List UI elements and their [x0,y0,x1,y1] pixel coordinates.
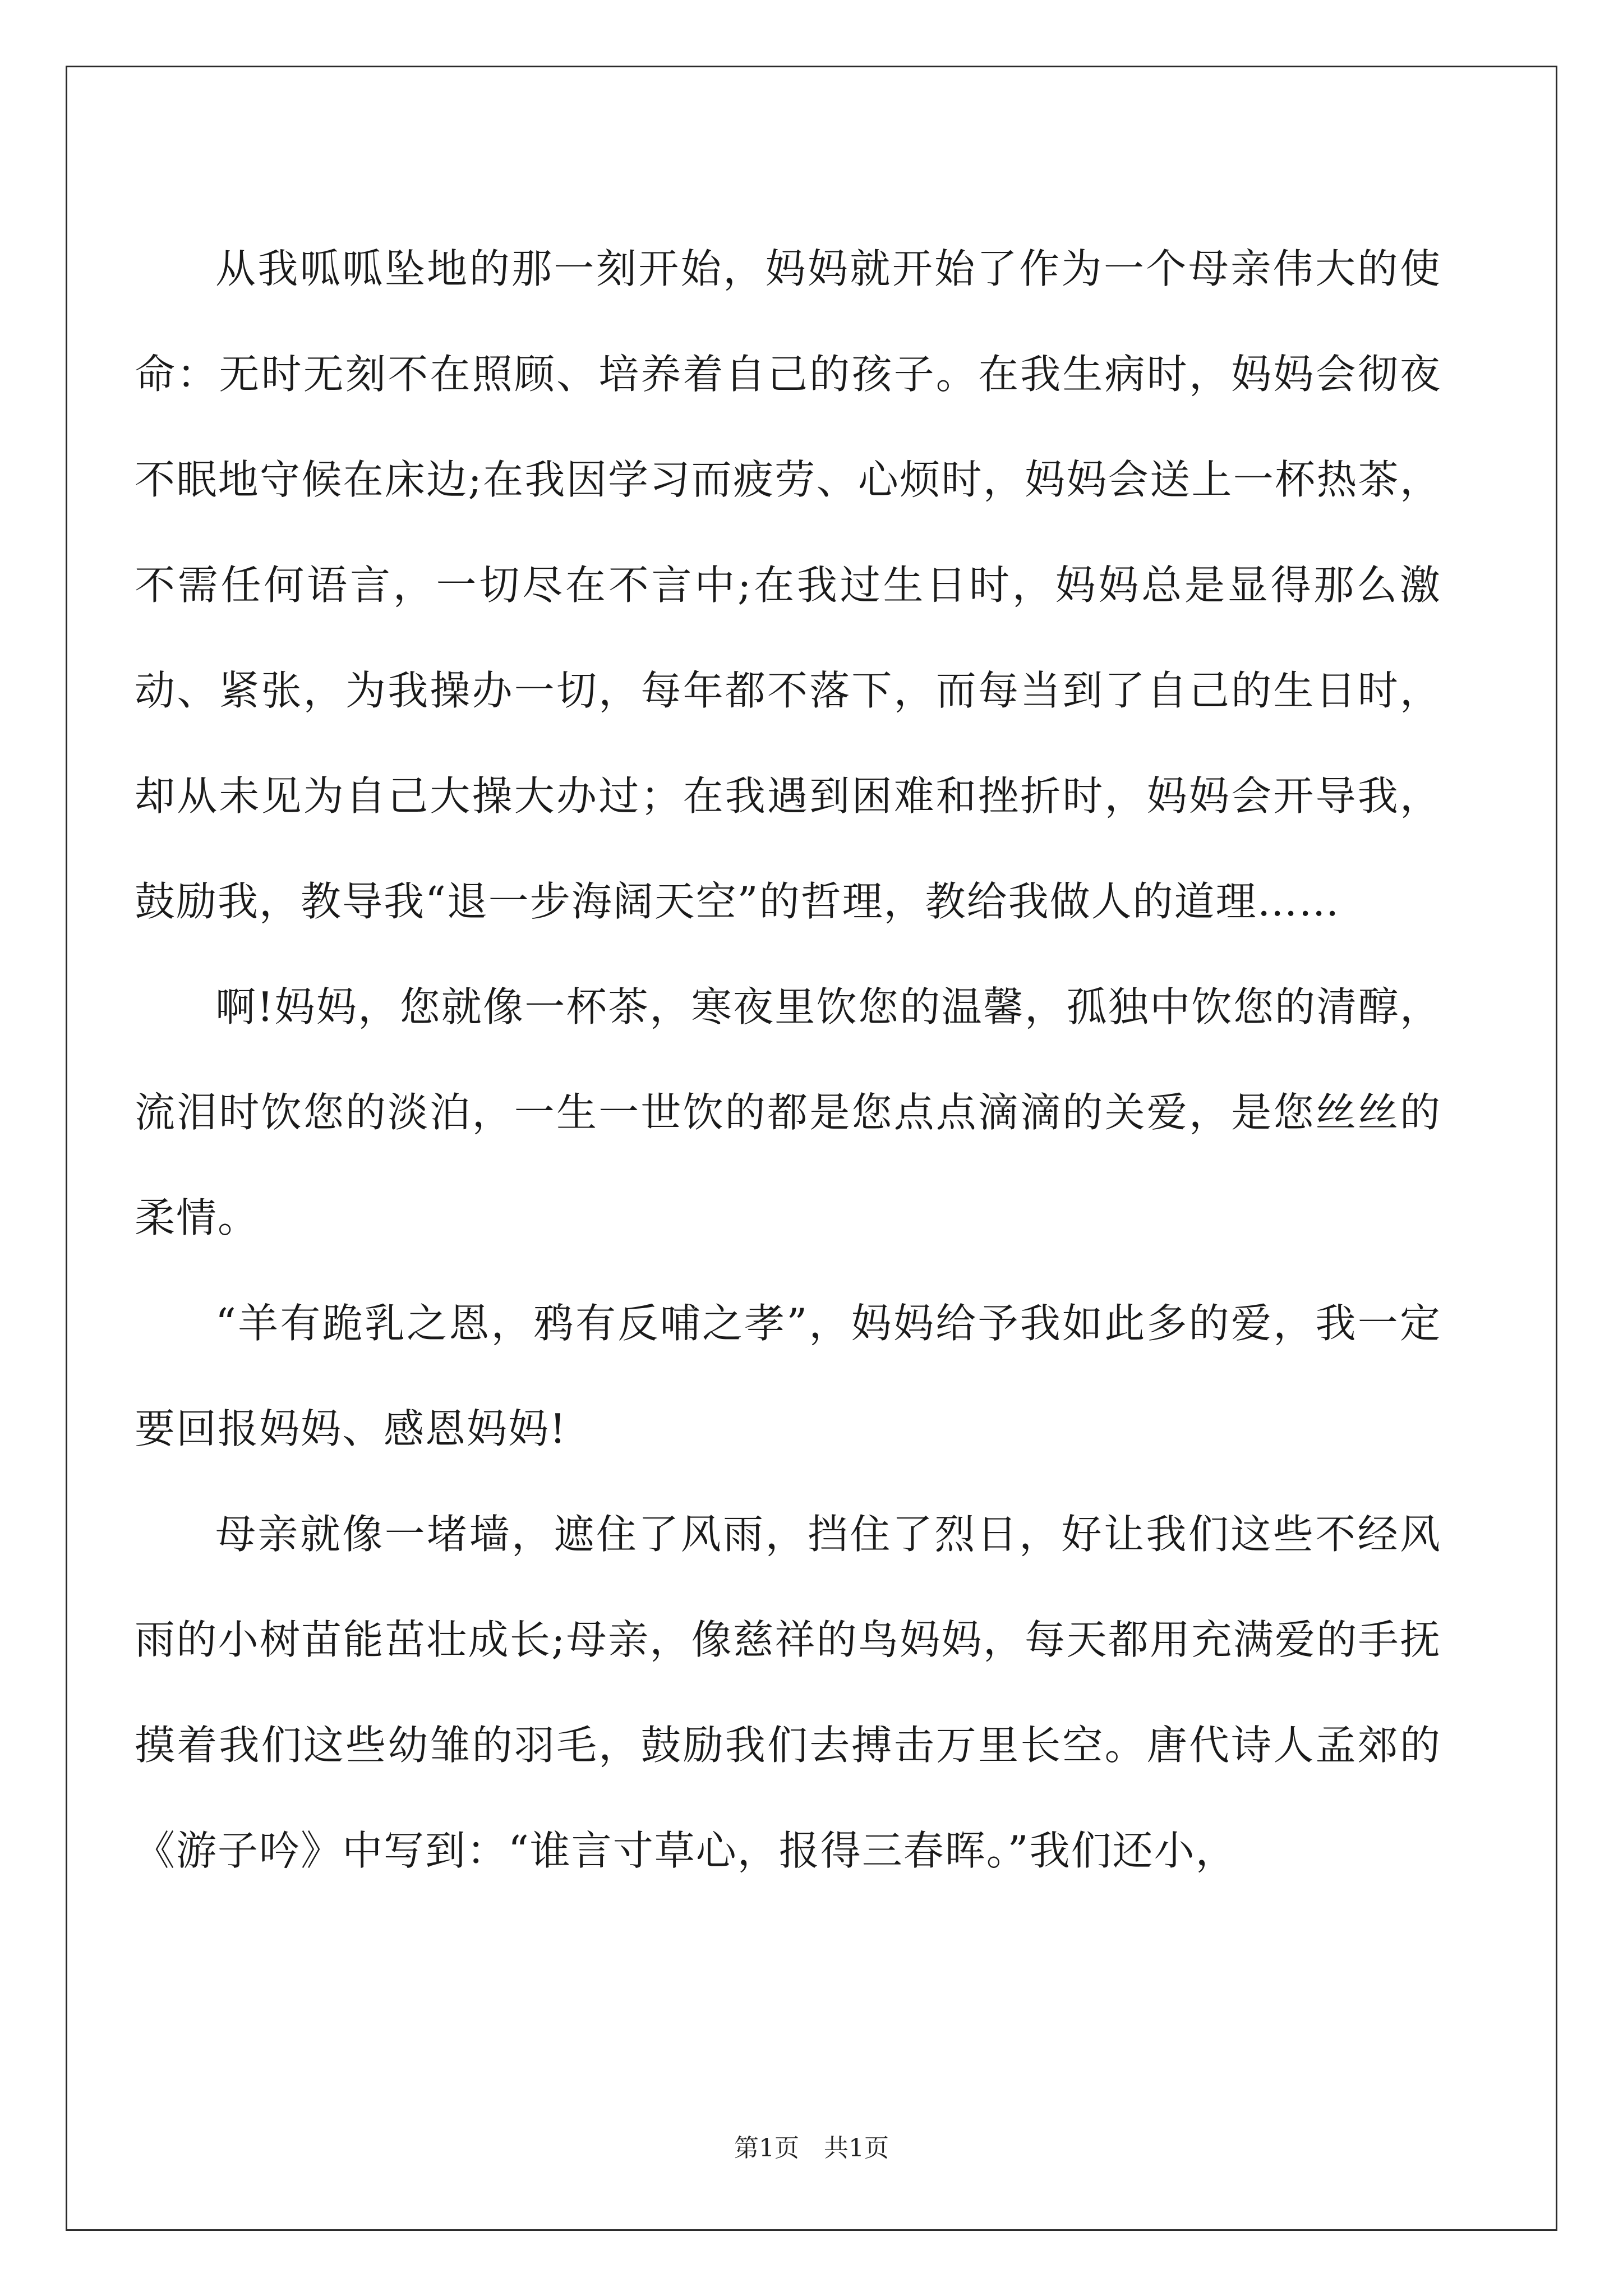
page-total: 共1页 [824,2134,889,2162]
page-footer [0,2132,1623,2165]
page-number: 第1页 [734,2134,799,2162]
document-body [135,216,1441,1903]
paragraph-2: 啊!妈妈，您就像一杯茶，寒夜里饮您的温馨，孤独中饮您的清醇，流泪时饮您的淡泊，一生一世饮的都是您点点滴滴的关爱，是您丝丝的柔情。 [135,983,1441,1241]
paragraph-1: 从我呱呱坠地的那一刻开始，妈妈就开始了作为一个母亲伟大的使命：无时无刻不在照顾、培养着自己的孩子。在我生病时，妈妈会彻夜不眠地守候在床边;在我因学习而疲劳、心烦时，妈妈会送上一杯热茶，不需任何语言，一切尽在不言中;在我过生日时，妈妈总是显得那么激动、紧张，为我操办一切，每年都不落下，而每当到了自己的生日时，却从未见为自己大操大办过；在我遇到困难和挫折时，妈妈会开导我，鼓励我，教导我“退一步海阔天空”的哲理，教给我做人的道理…… [135,245,1441,925]
paragraph-4: 母亲就像一堵墙，遮住了风雨，挡住了烈日，好让我们这些不经风雨的小树苗能茁壮成长;母亲，像慈祥的鸟妈妈，每天都用充满爱的手抚摸着我们这些幼雏的羽毛，鼓励我们去搏击万里长空。唐代诗人孟郊的《游子吟》中写到：“谁言寸草心，报得三春晖。”我们还小， [135,1511,1441,1874]
paragraph-3: “羊有跪乳之恩，鸦有反哺之孝”，妈妈给予我如此多的爱，我一定要回报妈妈、感恩妈妈! [135,1300,1441,1452]
